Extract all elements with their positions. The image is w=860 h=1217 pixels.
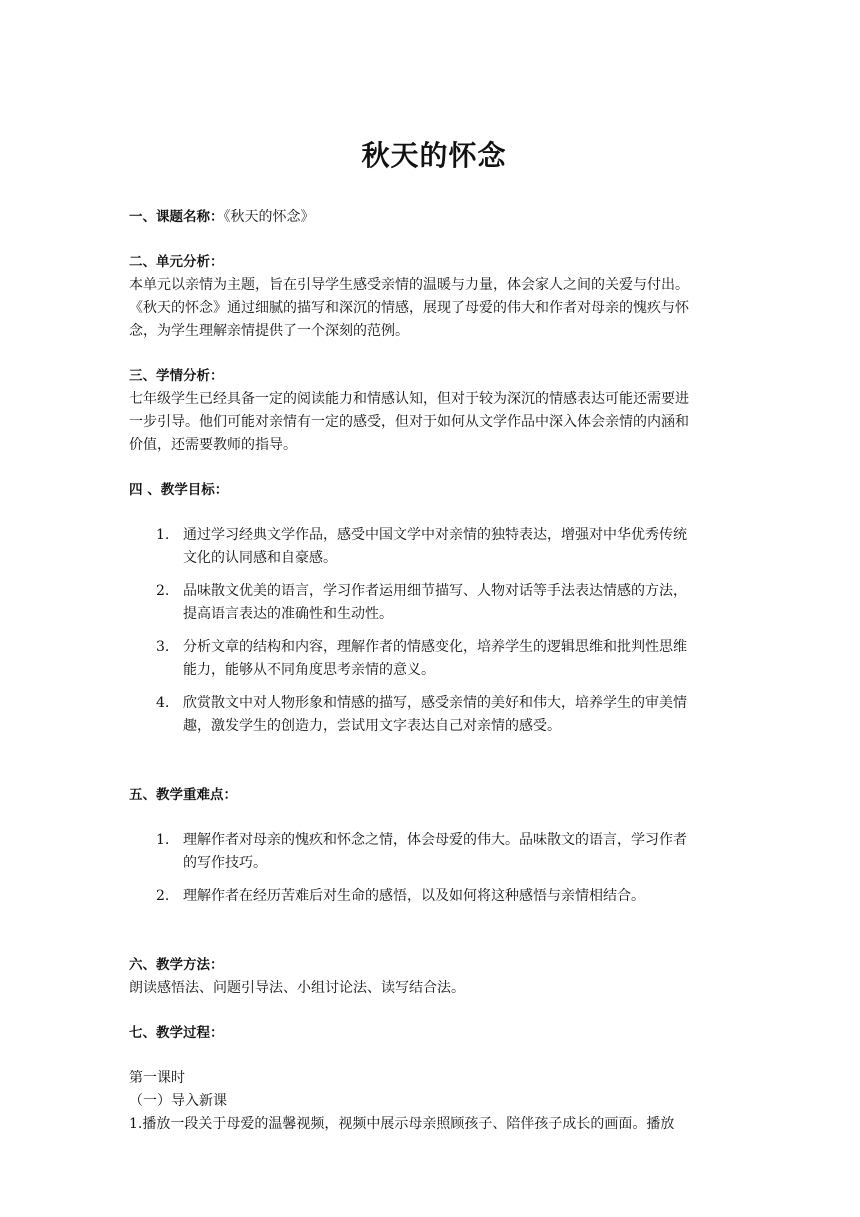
- paragraph-line: 《秋天的怀念》通过细腻的描写和深沉的情感，展现了母爱的伟大和作者对母亲的愧疚与怀: [129, 300, 689, 316]
- list-item: [129, 885, 739, 908]
- goals-list: [129, 524, 739, 738]
- list-line: 文化的认同感和自豪感。: [183, 550, 337, 566]
- list-number: 4.: [156, 695, 170, 711]
- paragraph-line: 本单元以亲情为主题，旨在引导学生感受亲情的温暖与力量，体会家人之间的关爱与付出。: [129, 277, 689, 293]
- section-heading: 一、课题名称：: [129, 209, 224, 225]
- subsection-label: （一）导入新课: [129, 1093, 227, 1109]
- list-item: [129, 580, 739, 626]
- document-content: [129, 136, 739, 1136]
- list-number: 1.: [156, 832, 170, 848]
- paragraph-line: 念，为学生理解亲情提供了一个深刻的范例。: [129, 323, 409, 339]
- list-number: 2.: [156, 583, 170, 599]
- teaching-methods-value: 朗读感悟法、问题引导法、小组讨论法、读写结合法。: [129, 980, 465, 996]
- list-number: 1.: [156, 527, 170, 543]
- section-course-name: [129, 206, 739, 229]
- list-line: 通过学习经典文学作品，感受中国文学中对亲情的独特表达，增强对中华优秀传统: [183, 527, 687, 543]
- paragraph-line: 价值，还需要教师的指导。: [129, 437, 297, 453]
- list-line: 趣，激发学生的创造力，尝试用文字表达自己对亲情的感受。: [183, 718, 561, 734]
- section-heading: 二、单元分析：: [129, 254, 224, 270]
- section-heading: 四 、教学目标：: [129, 482, 229, 498]
- list-line: 的写作技巧。: [183, 855, 267, 871]
- list-item: [129, 636, 739, 682]
- document-title: 秋天的怀念: [361, 139, 507, 172]
- paragraph-line: 一步引导。他们可能对亲情有一定的感受，但对于如何从文学作品中深入体会亲情的内涵和: [129, 414, 689, 430]
- list-item: [129, 692, 739, 738]
- paragraph-line: 七年级学生已经具备一定的阅读能力和情感认知，但对于较为深沉的情感表达可能还需要进: [129, 391, 689, 407]
- section-heading: 三、学情分析：: [129, 368, 224, 384]
- list-item: [129, 829, 739, 875]
- lesson-label: 第一课时: [129, 1070, 185, 1086]
- list-number: 3.: [156, 639, 170, 655]
- section-heading: 六、教学方法：: [129, 957, 224, 973]
- list-line: 理解作者对母亲的愧疚和怀念之情，体会母爱的伟大。品味散文的语言，学习作者: [183, 832, 687, 848]
- paragraph-line: 1.播放一段关于母爱的温馨视频，视频中展示母亲照顾孩子、陪伴孩子成长的画面。播放: [129, 1116, 675, 1132]
- key-points-list: [129, 829, 739, 908]
- list-line: 理解作者在经历苦难后对生命的感悟，以及如何将这种感悟与亲情相结合。: [183, 888, 645, 904]
- list-line: 分析文章的结构和内容，理解作者的情感变化，培养学生的逻辑思维和批判性思维: [183, 639, 687, 655]
- section-heading: 七、教学过程：: [129, 1025, 224, 1041]
- list-line: 能力，能够从不同角度思考亲情的意义。: [183, 662, 435, 678]
- list-item: [129, 524, 739, 570]
- list-line: 品味散文优美的语言，学习作者运用细节描写、人物对话等手法表达情感的方法，: [183, 583, 687, 599]
- list-line: 提高语言表达的准确性和生动性。: [183, 606, 393, 622]
- section-heading: 五、教学重难点：: [129, 787, 237, 803]
- list-number: 2.: [156, 888, 170, 904]
- course-name-value: 《秋天的怀念》: [223, 209, 315, 225]
- list-line: 欣赏散文中对人物形象和情感的描写，感受亲情的美好和伟大，培养学生的审美情: [183, 695, 687, 711]
